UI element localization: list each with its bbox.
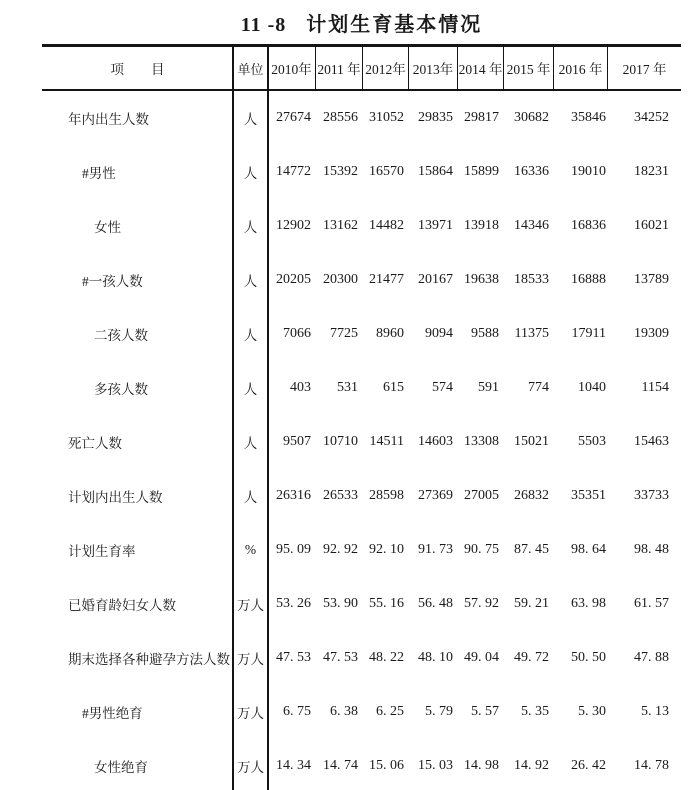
row-label: 二孩人数 — [94, 328, 148, 343]
row-unit: 人 — [243, 490, 258, 505]
row-unit: 人 — [243, 274, 258, 289]
row-unit: 人 — [243, 382, 258, 397]
header-year-2016: 2016 年 — [553, 47, 607, 89]
row-value-2012: 14482 — [369, 218, 404, 233]
row-unit: 人 — [243, 112, 258, 127]
row-unit: 人 — [243, 220, 258, 235]
row-value-2013: 13971 — [418, 218, 453, 233]
header-unit: 单位 — [237, 61, 264, 77]
row-unit: 万人 — [237, 598, 264, 613]
row-value-2017: 34252 — [634, 110, 669, 125]
header-item: 项 目 — [110, 62, 165, 77]
page-title — [42, 8, 681, 37]
column-divider-unit-data — [267, 47, 269, 790]
row-unit: 人 — [243, 166, 258, 181]
row-value-2014: 15899 — [464, 164, 499, 179]
row-value-2013: 9094 — [425, 326, 453, 341]
row-value-2016: 63. 98 — [571, 596, 606, 611]
table-row — [42, 523, 681, 577]
row-value-2013: 48. 10 — [418, 650, 453, 665]
row-value-2011: 20300 — [323, 272, 358, 287]
table-row — [42, 415, 681, 469]
table-row — [42, 577, 681, 631]
row-value-2015: 11375 — [514, 326, 549, 341]
row-value-2014: 14. 98 — [464, 758, 499, 773]
row-value-2016: 35846 — [571, 110, 606, 125]
row-value-2011: 92. 92 — [323, 542, 358, 557]
table-row — [42, 631, 681, 685]
row-value-2016: 16836 — [571, 218, 606, 233]
row-value-2011: 15392 — [323, 164, 358, 179]
row-value-2014: 13918 — [464, 218, 499, 233]
row-value-2013: 27369 — [418, 488, 453, 503]
table-row — [42, 145, 681, 199]
statistics-table — [42, 44, 681, 790]
row-unit: % — [244, 542, 257, 557]
row-value-2010: 12902 — [276, 218, 311, 233]
row-value-2013: 56. 48 — [418, 596, 453, 611]
row-value-2014: 29817 — [464, 110, 499, 125]
row-value-2015: 16336 — [514, 164, 549, 179]
row-value-2016: 35351 — [571, 488, 606, 503]
table-row — [42, 199, 681, 253]
table-row — [42, 469, 681, 523]
row-value-2010: 53. 26 — [276, 596, 311, 611]
row-value-2017: 15463 — [634, 434, 669, 449]
row-value-2017: 33733 — [634, 488, 669, 503]
row-value-2012: 15. 06 — [369, 758, 404, 773]
table-title: 计划生育基本情况 — [306, 14, 483, 36]
row-value-2017: 1154 — [641, 380, 669, 395]
row-label: 计划内出生人数 — [68, 490, 163, 505]
row-value-2015: 14. 92 — [514, 758, 549, 773]
row-value-2011: 531 — [337, 380, 358, 395]
row-value-2011: 47. 53 — [323, 650, 358, 665]
row-value-2014: 19638 — [464, 272, 499, 287]
row-value-2014: 57. 92 — [464, 596, 499, 611]
row-value-2011: 10710 — [323, 434, 358, 449]
row-value-2015: 15021 — [514, 434, 549, 449]
row-value-2011: 28556 — [323, 110, 358, 125]
row-value-2015: 26832 — [514, 488, 549, 503]
row-value-2010: 14772 — [276, 164, 311, 179]
row-value-2015: 18533 — [514, 272, 549, 287]
row-value-2016: 16888 — [571, 272, 606, 287]
row-value-2017: 14. 78 — [634, 758, 669, 773]
row-value-2011: 6. 38 — [330, 704, 358, 719]
row-value-2011: 53. 90 — [323, 596, 358, 611]
row-label: #男性 — [82, 166, 116, 181]
row-value-2011: 7725 — [330, 326, 358, 341]
row-label: 多孩人数 — [94, 382, 148, 397]
column-divider-item-unit — [232, 47, 234, 790]
row-value-2012: 6. 25 — [376, 704, 404, 719]
row-value-2015: 774 — [528, 380, 549, 395]
row-value-2017: 61. 57 — [634, 596, 669, 611]
row-value-2012: 48. 22 — [369, 650, 404, 665]
table-row — [42, 685, 681, 739]
row-unit: 万人 — [237, 652, 264, 667]
row-value-2016: 26. 42 — [571, 758, 606, 773]
table-row — [42, 307, 681, 361]
row-value-2011: 26533 — [323, 488, 358, 503]
row-value-2012: 21477 — [369, 272, 404, 287]
row-value-2010: 14. 34 — [276, 758, 311, 773]
row-value-2014: 49. 04 — [464, 650, 499, 665]
row-value-2010: 9507 — [283, 434, 311, 449]
table-body — [42, 91, 681, 790]
row-value-2011: 14. 74 — [323, 758, 358, 773]
row-value-2010: 20205 — [276, 272, 311, 287]
row-label: 计划生育率 — [68, 544, 136, 559]
row-label: 已婚育龄妇女人数 — [68, 598, 176, 613]
row-label: 年内出生人数 — [68, 112, 149, 127]
row-value-2010: 27674 — [276, 110, 311, 125]
row-value-2015: 87. 45 — [514, 542, 549, 557]
row-value-2013: 91. 73 — [418, 542, 453, 557]
row-value-2012: 28598 — [369, 488, 404, 503]
row-value-2016: 50. 50 — [571, 650, 606, 665]
row-value-2016: 17911 — [571, 326, 606, 341]
table-row — [42, 253, 681, 307]
header-year-2011: 2011 年 — [315, 47, 362, 89]
row-value-2015: 59. 21 — [514, 596, 549, 611]
row-value-2016: 1040 — [578, 380, 606, 395]
row-value-2010: 47. 53 — [276, 650, 311, 665]
row-value-2017: 16021 — [634, 218, 669, 233]
row-value-2011: 13162 — [323, 218, 358, 233]
header-year-2014: 2014 年 — [457, 47, 503, 89]
row-value-2014: 591 — [478, 380, 499, 395]
row-value-2013: 15. 03 — [418, 758, 453, 773]
row-value-2015: 49. 72 — [514, 650, 549, 665]
table-number: 11 -8 — [240, 14, 287, 36]
row-value-2013: 14603 — [418, 434, 453, 449]
row-value-2016: 5. 30 — [578, 704, 606, 719]
table-row — [42, 91, 681, 145]
row-value-2012: 92. 10 — [369, 542, 404, 557]
row-value-2016: 5503 — [578, 434, 606, 449]
header-year-2015: 2015 年 — [503, 47, 553, 89]
row-value-2015: 14346 — [514, 218, 549, 233]
row-value-2014: 5. 57 — [471, 704, 499, 719]
row-value-2012: 55. 16 — [369, 596, 404, 611]
row-label: #一孩人数 — [82, 274, 143, 289]
row-unit: 万人 — [237, 760, 264, 775]
row-value-2013: 20167 — [418, 272, 453, 287]
row-value-2017: 98. 48 — [634, 542, 669, 557]
header-year-2013: 2013年 — [408, 47, 457, 89]
row-value-2016: 19010 — [571, 164, 606, 179]
row-value-2016: 98. 64 — [571, 542, 606, 557]
table-row — [42, 361, 681, 415]
row-value-2010: 95. 09 — [276, 542, 311, 557]
row-label: 死亡人数 — [68, 436, 122, 451]
row-value-2012: 8960 — [376, 326, 404, 341]
table-row — [42, 739, 681, 790]
row-label: 期末选择各种避孕方法人数 — [68, 652, 230, 667]
row-value-2017: 18231 — [634, 164, 669, 179]
row-value-2013: 574 — [432, 380, 453, 395]
table-header-row — [42, 47, 681, 91]
row-value-2012: 615 — [383, 380, 404, 395]
row-value-2010: 6. 75 — [283, 704, 311, 719]
row-label: 女性 — [94, 220, 121, 235]
header-year-2010: 2010年 — [271, 62, 312, 77]
row-value-2017: 19309 — [634, 326, 669, 341]
header-year-2012: 2012年 — [362, 47, 408, 89]
row-value-2012: 14511 — [369, 434, 404, 449]
row-value-2017: 47. 88 — [634, 650, 669, 665]
row-value-2017: 5. 13 — [641, 704, 669, 719]
row-value-2010: 26316 — [276, 488, 311, 503]
row-value-2014: 27005 — [464, 488, 499, 503]
row-value-2014: 13308 — [464, 434, 499, 449]
row-value-2014: 9588 — [471, 326, 499, 341]
row-unit: 万人 — [237, 706, 264, 721]
row-value-2012: 16570 — [369, 164, 404, 179]
row-value-2015: 30682 — [514, 110, 549, 125]
header-year-2017: 2017 年 — [607, 47, 681, 89]
row-value-2010: 7066 — [283, 326, 311, 341]
row-value-2013: 29835 — [418, 110, 453, 125]
row-value-2014: 90. 75 — [464, 542, 499, 557]
row-value-2012: 31052 — [369, 110, 404, 125]
row-value-2013: 5. 79 — [425, 704, 453, 719]
row-value-2013: 15864 — [418, 164, 453, 179]
row-value-2017: 13789 — [634, 272, 669, 287]
row-label: #男性绝育 — [82, 706, 143, 721]
row-unit: 人 — [243, 328, 258, 343]
row-unit: 人 — [243, 436, 258, 451]
row-label: 女性绝育 — [94, 760, 148, 775]
row-value-2015: 5. 35 — [521, 704, 549, 719]
row-value-2010: 403 — [290, 380, 311, 395]
